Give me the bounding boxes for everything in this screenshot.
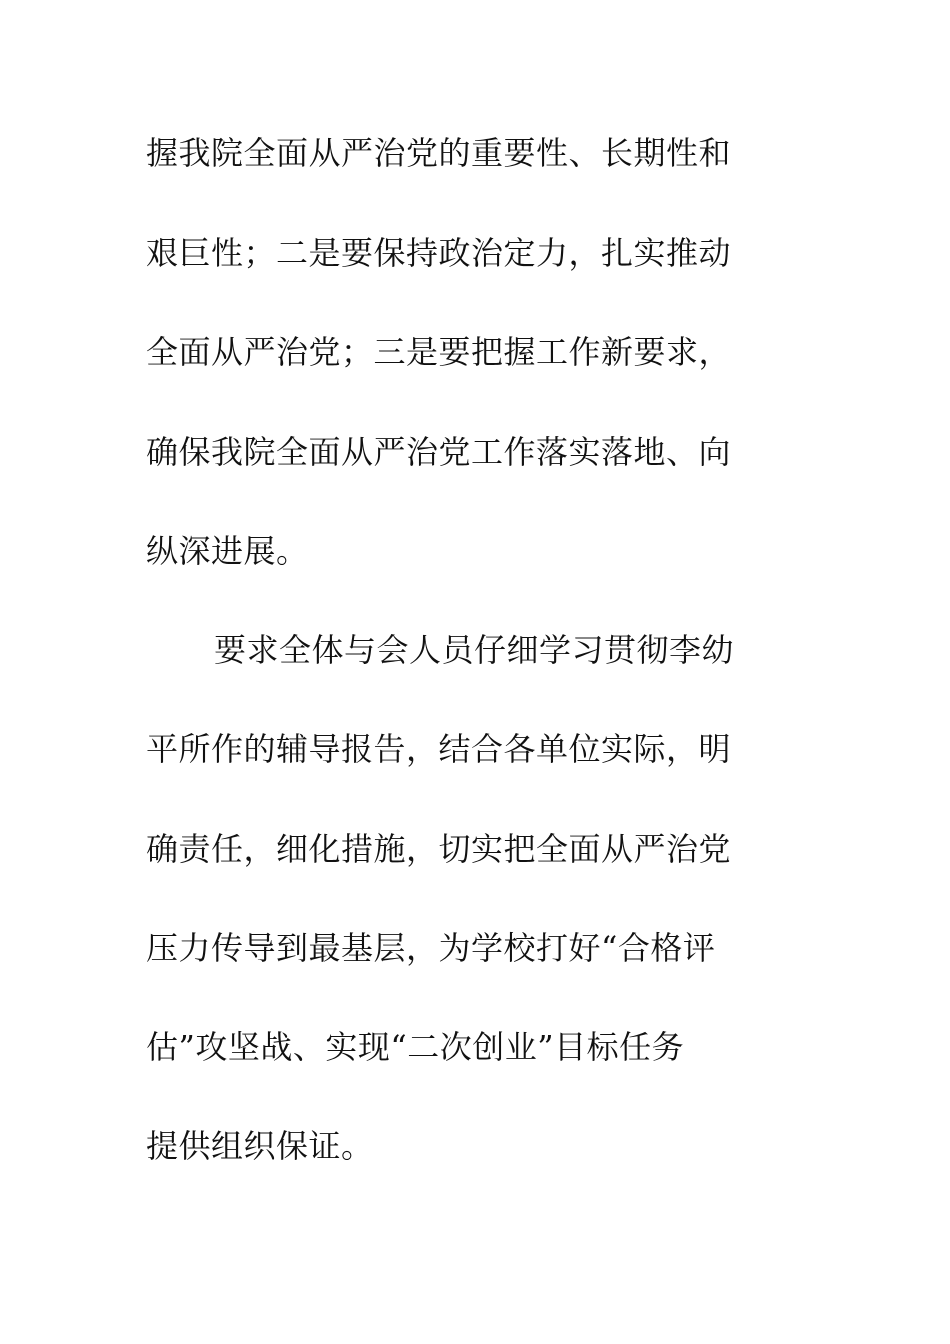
text-line: 要求全体与会人员仔细学习贯彻李幼	[214, 631, 735, 669]
text-line: 估”攻坚战、实现“二次创业”目标任务	[146, 1028, 685, 1066]
text-line: 握我院全面从严治党的重要性、长期性和	[146, 134, 732, 172]
text-line: 提供组织保证。	[146, 1127, 374, 1165]
text-line: 确责任，细化措施，切实把全面从严治党	[146, 830, 732, 868]
text-line: 全面从严治党；三是要把握工作新要求，	[146, 333, 732, 371]
text-line: 压力传导到最基层，为学校打好“合格评	[146, 929, 716, 967]
text-line: 确保我院全面从严治党工作落实落地、向	[146, 433, 732, 471]
text-line: 艰巨性；二是要保持政治定力，扎实推动	[146, 234, 732, 272]
text-line: 平所作的辅导报告，结合各单位实际，明	[146, 730, 732, 768]
text-line: 纵深进展。	[146, 532, 309, 570]
